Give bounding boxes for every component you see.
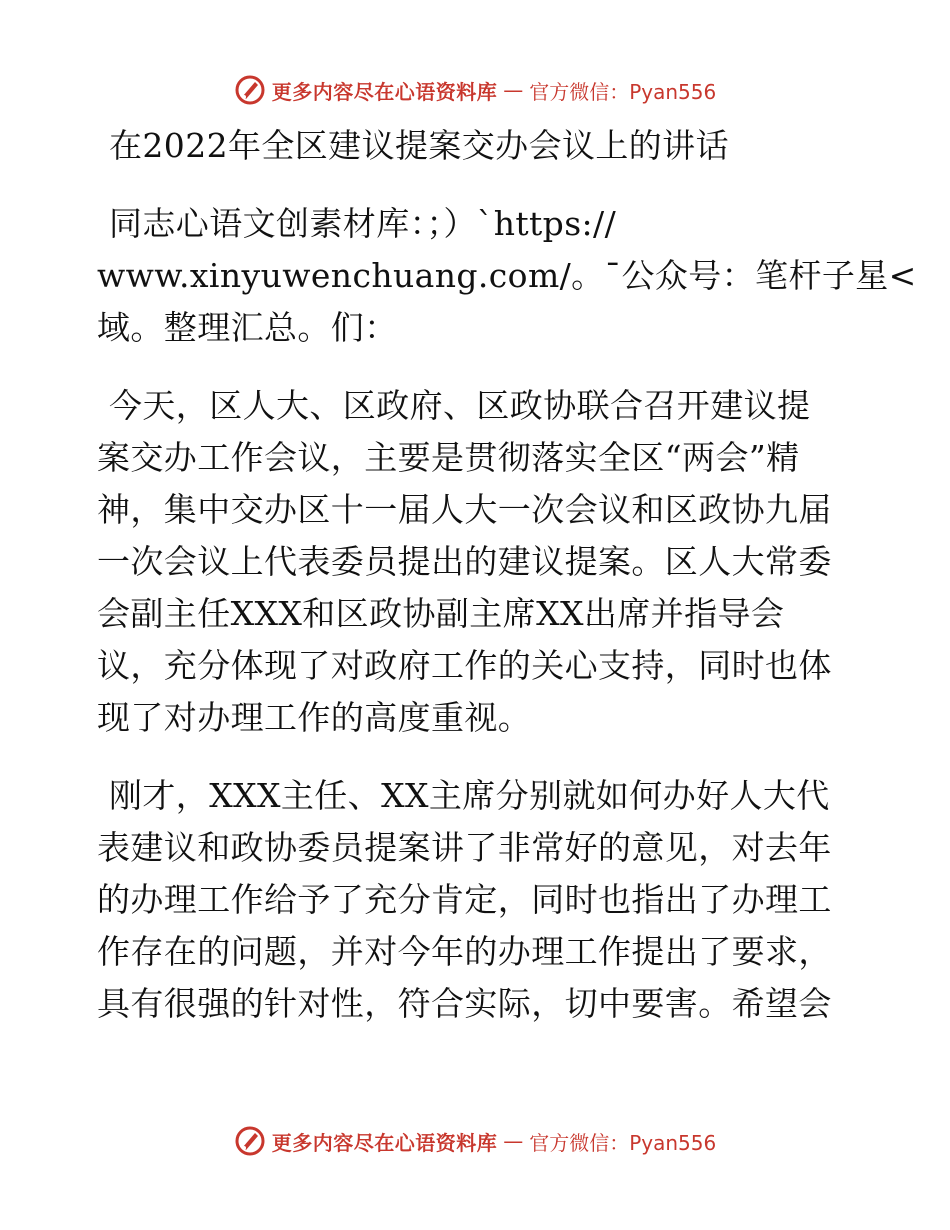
text-line: 现了对办理工作的高度重视。 (97, 698, 532, 737)
greeting-paragraph (97, 198, 917, 354)
banner-main-text: 更多内容尽在心语资料库 (271, 79, 498, 104)
text-line: 同志心语文创素材库：；）`https:// (109, 204, 617, 243)
banner-separator: — (503, 1129, 524, 1153)
brand-logo-icon (234, 1125, 266, 1157)
text-line: 神，集中交办区十一届人大一次会议和区政协九届 (97, 490, 832, 529)
document-title: 在2022年全区建议提案交办会议上的讲话 (109, 126, 729, 165)
header-banner (0, 70, 950, 110)
document-body (97, 120, 917, 1030)
text-line: 域。整理汇总。们： (97, 308, 398, 347)
text-line: 议，充分体现了对政府工作的关心支持，同时也体 (97, 646, 832, 685)
paragraph-1 (97, 380, 857, 744)
text-line: 案交办工作会议，主要是贯彻落实全区“两会”精 (97, 438, 800, 477)
text-line: 的办理工作给予了充分肯定，同时也指出了办理工 (97, 880, 832, 919)
text-line: www.xinyuwenchuang.com/。¯公众号：笔杆子星< (97, 256, 917, 295)
banner-main-text: 更多内容尽在心语资料库 (271, 1130, 498, 1155)
text-line: 一次会议上代表委员提出的建议提案。区人大常委 (97, 542, 832, 581)
banner-wechat-text: 官方微信：Pyan556 (529, 1130, 717, 1155)
text-line: 会副主任XXX和区政协副主席XX出席并指导会 (97, 594, 785, 633)
brand-logo-icon (234, 74, 266, 106)
text-line: 具有很强的针对性，符合实际，切中要害。希望会 (97, 984, 832, 1023)
text-line: 表建议和政协委员提案讲了非常好的意见，对去年 (97, 828, 832, 867)
text-line: 作存在的问题，并对今年的办理工作提出了要求， (97, 932, 832, 971)
footer-banner (0, 1121, 950, 1161)
text-line: 刚才，XXX主任、XX主席分别就如何办好人大代 (109, 776, 830, 815)
banner-separator: — (503, 78, 524, 102)
paragraph-2 (97, 770, 857, 1030)
banner-wechat-text: 官方微信：Pyan556 (529, 79, 717, 104)
text-line: 今天，区人大、区政府、区政协联合召开建议提 (109, 386, 811, 425)
